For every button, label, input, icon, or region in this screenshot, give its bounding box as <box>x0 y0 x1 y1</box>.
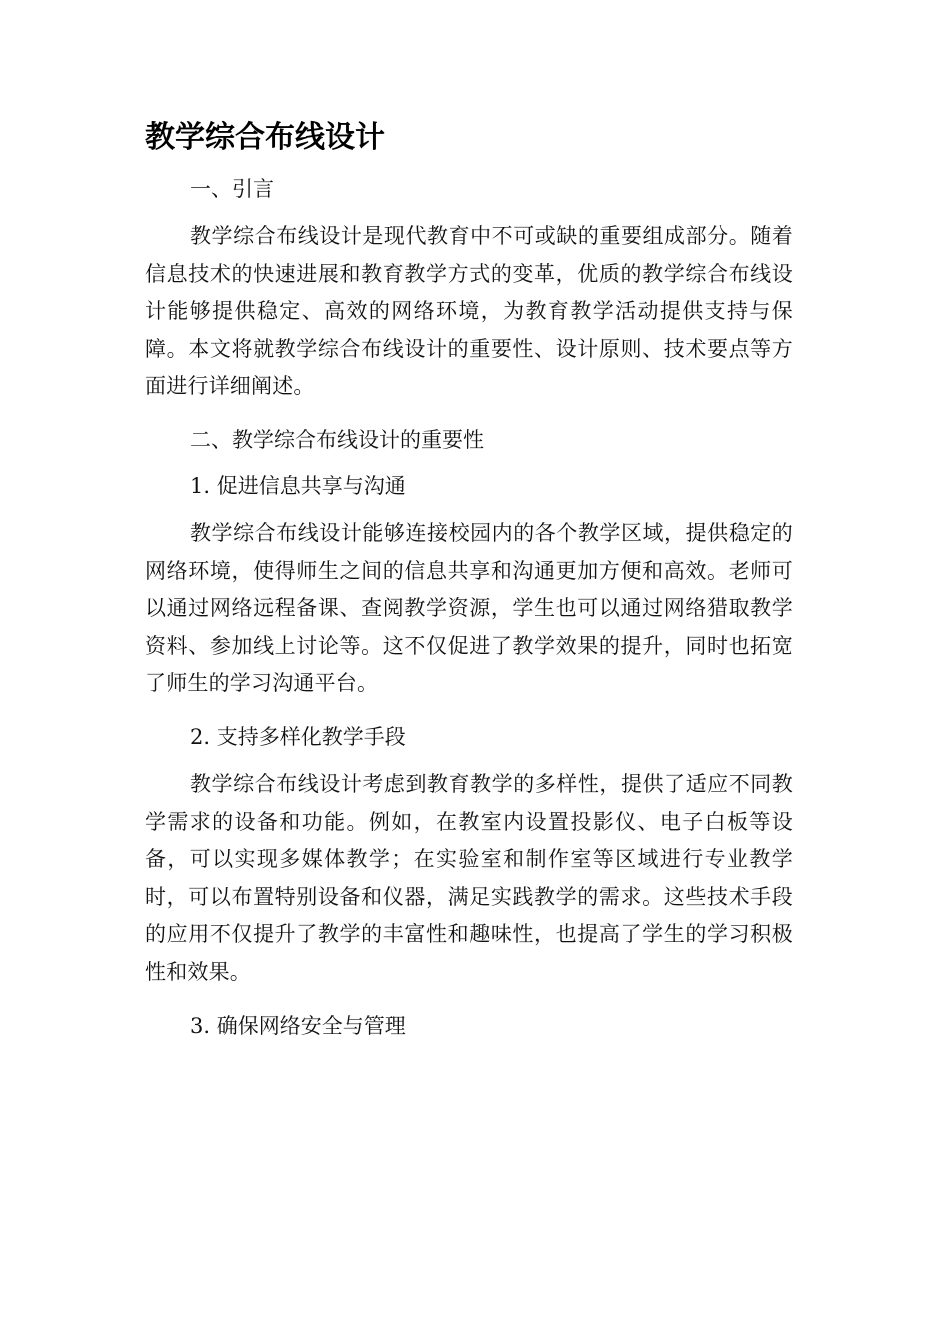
paragraph-info-sharing: 教学综合布线设计能够连接校园内的各个教学区域，提供稳定的网络环境，使得师生之间的信息共享和沟通更加方便和高效。老师可以通过网络远程备课、查阅教学资源，学生也可以通过网络猎取教学资料、参加线上讨论等。这不仅促进了教学效果的提升，同时也拓宽了师生的学习沟通平台。 <box>145 520 793 696</box>
subheading-diverse-teaching: 2. 支持多样化教学手段 <box>190 724 406 749</box>
subheading-network-security: 3. 确保网络安全与管理 <box>190 1013 406 1038</box>
document-title: 教学综合布线设计 <box>145 120 385 155</box>
section-heading-importance: 二、教学综合布线设计的重要性 <box>190 427 484 452</box>
paragraph-introduction: 教学综合布线设计是现代教育中不可或缺的重要组成部分。随着信息技术的快速进展和教育教学方式的变革，优质的教学综合布线设计能够提供稳定、高效的网络环境，为教育教学活动提供支持与保障。本文将就教学综合布线设计的重要性、设计原则、技术要点等方面进行详细阐述。 <box>145 224 793 399</box>
paragraph-diverse-teaching: 教学综合布线设计考虑到教育教学的多样性，提供了适应不同教学需求的设备和功能。例如，在教室内设置投影仪、电子白板等设备，可以实现多媒体教学；在实验室和制作室等区域进行专业教学时，可以布置特别设备和仪器，满足实践教学的需求。这些技术手段的应用不仅提升了教学的丰富性和趣味性，也提高了学生的学习积极性和效果。 <box>145 771 793 984</box>
section-heading-introduction: 一、引言 <box>190 177 274 201</box>
document-body <box>145 118 793 1055</box>
subheading-info-sharing: 1. 促进信息共享与沟通 <box>190 473 406 498</box>
